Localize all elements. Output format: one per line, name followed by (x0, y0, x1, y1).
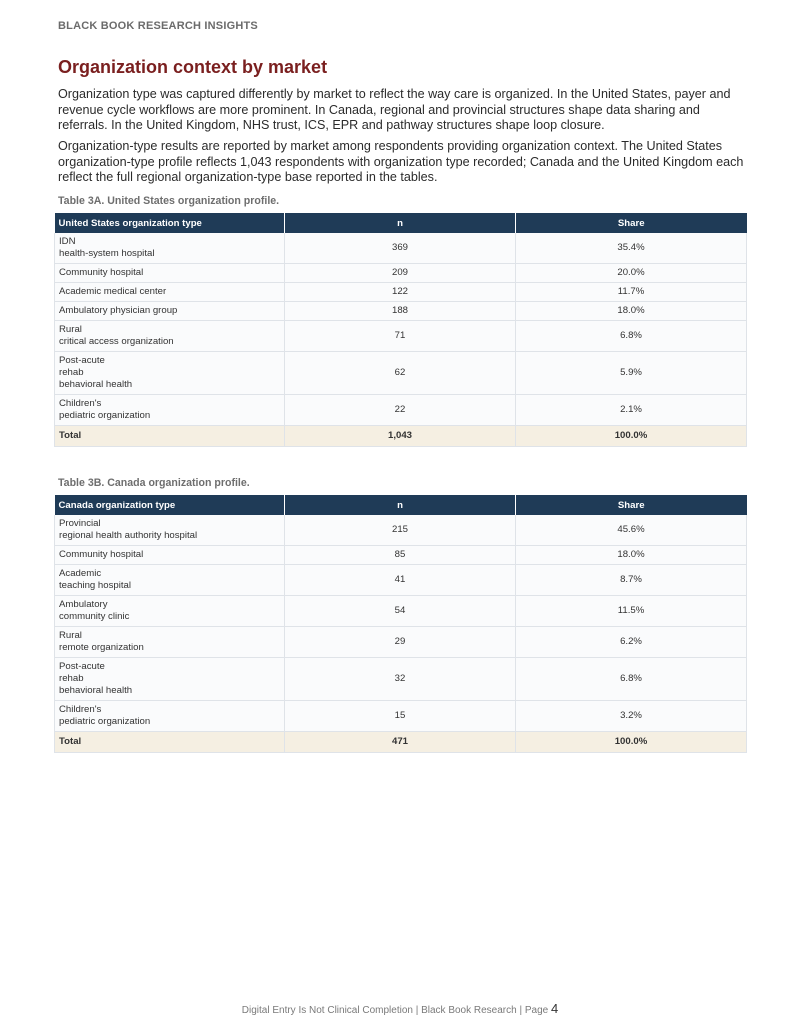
count-cell: 209 (285, 264, 516, 283)
table-header-row (55, 495, 747, 515)
share-cell: 20.0% (516, 264, 747, 283)
table-header-row (55, 213, 747, 233)
share-cell: 18.0% (516, 302, 747, 321)
footer-text: Digital Entry Is Not Clinical Completion | Black Book Research | Page (241, 1005, 549, 1016)
organization-type-label: behavioral health (59, 685, 133, 696)
organization-type-label: pediatric organization (59, 410, 151, 421)
table-row (55, 701, 747, 732)
organization-type-label: Academic medical center (59, 286, 167, 297)
organization-type-label: Rural (59, 324, 82, 335)
table-row (55, 627, 747, 658)
section-title: Organization context by market (58, 57, 328, 77)
table-row (55, 515, 747, 546)
total-row (55, 426, 747, 447)
organization-type-cell (55, 658, 285, 701)
table-row (55, 395, 747, 426)
organization-type-cell (55, 565, 285, 596)
column-header-share: Share (516, 495, 747, 515)
organization-type-cell (55, 352, 285, 395)
count-cell: 54 (285, 596, 516, 627)
total-share-cell: 100.0% (516, 426, 747, 447)
organization-type-cell (55, 596, 285, 627)
organization-type-label: IDN (59, 236, 76, 247)
organization-type-label: teaching hospital (59, 580, 132, 591)
column-header-share: Share (516, 213, 747, 233)
count-cell: 22 (285, 395, 516, 426)
organization-type-label: pediatric organization (59, 716, 151, 727)
table-row (55, 302, 747, 321)
table-row (55, 321, 747, 352)
organization-type-label: Community hospital (59, 549, 144, 560)
table-caption-canada: Table 3B. Canada organization profile. (58, 477, 250, 489)
count-cell: 41 (285, 565, 516, 596)
table-row (55, 283, 747, 302)
brand-header: BLACK BOOK RESEARCH INSIGHTS (58, 20, 258, 32)
total-label-cell: Total (55, 426, 285, 447)
share-cell: 6.2% (516, 627, 747, 658)
table-row (55, 658, 747, 701)
total-share-cell: 100.0% (516, 732, 747, 753)
canada-organization-table (54, 495, 747, 753)
organization-type-cell (55, 546, 285, 565)
organization-type-label: remote organization (59, 642, 144, 653)
share-cell: 6.8% (516, 321, 747, 352)
total-count-cell: 1,043 (285, 426, 516, 447)
count-cell: 15 (285, 701, 516, 732)
share-cell: 3.2% (516, 701, 747, 732)
count-cell: 71 (285, 321, 516, 352)
share-cell: 8.7% (516, 565, 747, 596)
column-header-n: n (285, 213, 516, 233)
share-cell: 35.4% (516, 233, 747, 264)
organization-type-label: regional health authority hospital (59, 530, 198, 541)
table-row (55, 546, 747, 565)
count-cell: 62 (285, 352, 516, 395)
organization-type-label: community clinic (59, 611, 130, 622)
organization-type-cell (55, 395, 285, 426)
organization-type-cell (55, 233, 285, 264)
organization-type-label: Children's (59, 398, 102, 409)
table-caption-us: Table 3A. United States organization profile. (58, 195, 280, 207)
total-row (55, 732, 747, 753)
organization-type-label: Rural (59, 630, 82, 641)
share-cell: 11.7% (516, 283, 747, 302)
organization-type-cell (55, 302, 285, 321)
organization-type-label: rehab (59, 673, 84, 684)
organization-type-label: Academic (59, 568, 102, 579)
organization-type-label: Post-acute (59, 661, 105, 672)
organization-type-label: Community hospital (59, 267, 144, 278)
intro-paragraph: Organization type was captured differently by market to reflect the way care is organized. In the United States, payer and revenue cycle workflows are more prominent. In Canada, regional and provincial structures shape data sharing and referrals. In the United Kingdom, NHS trust, ICS, EPR and pathway structures shape loop closure. (58, 87, 731, 133)
share-cell: 45.6% (516, 515, 747, 546)
method-paragraph: Organization-type results are reported by market among respondents providing organization context. The United States organization-type profile reflects 1,043 respondents with organization type recorded; Canada and the United Kingdom each reflect the full regional organization-type base reported in the tables. (58, 139, 744, 185)
organization-type-label: Children's (59, 704, 102, 715)
organization-type-cell (55, 627, 285, 658)
total-count-cell: 471 (285, 732, 516, 753)
page-footer (0, 1001, 800, 1016)
organization-type-cell (55, 264, 285, 283)
table-row (55, 264, 747, 283)
count-cell: 85 (285, 546, 516, 565)
count-cell: 188 (285, 302, 516, 321)
column-header-type: Canada organization type (55, 495, 285, 515)
count-cell: 32 (285, 658, 516, 701)
share-cell: 2.1% (516, 395, 747, 426)
count-cell: 215 (285, 515, 516, 546)
column-header-n: n (285, 495, 516, 515)
organization-type-cell (55, 701, 285, 732)
organization-type-cell (55, 283, 285, 302)
table-row (55, 352, 747, 395)
organization-type-label: health-system hospital (59, 248, 155, 259)
organization-type-label: behavioral health (59, 379, 133, 390)
table-row (55, 233, 747, 264)
organization-type-label: critical access organization (59, 336, 174, 347)
total-label-cell: Total (55, 732, 285, 753)
page-number: 4 (550, 1001, 559, 1016)
count-cell: 29 (285, 627, 516, 658)
us-organization-table (54, 213, 747, 447)
organization-type-label: Ambulatory physician group (59, 305, 178, 316)
organization-type-cell (55, 321, 285, 352)
share-cell: 18.0% (516, 546, 747, 565)
organization-type-label: Ambulatory (59, 599, 108, 610)
organization-type-label: Provincial (59, 518, 101, 529)
table-row (55, 596, 747, 627)
count-cell: 122 (285, 283, 516, 302)
organization-type-label: Post-acute (59, 355, 105, 366)
organization-type-cell (55, 515, 285, 546)
column-header-type: United States organization type (55, 213, 285, 233)
share-cell: 5.9% (516, 352, 747, 395)
table-row (55, 565, 747, 596)
organization-type-label: rehab (59, 367, 84, 378)
count-cell: 369 (285, 233, 516, 264)
share-cell: 11.5% (516, 596, 747, 627)
share-cell: 6.8% (516, 658, 747, 701)
